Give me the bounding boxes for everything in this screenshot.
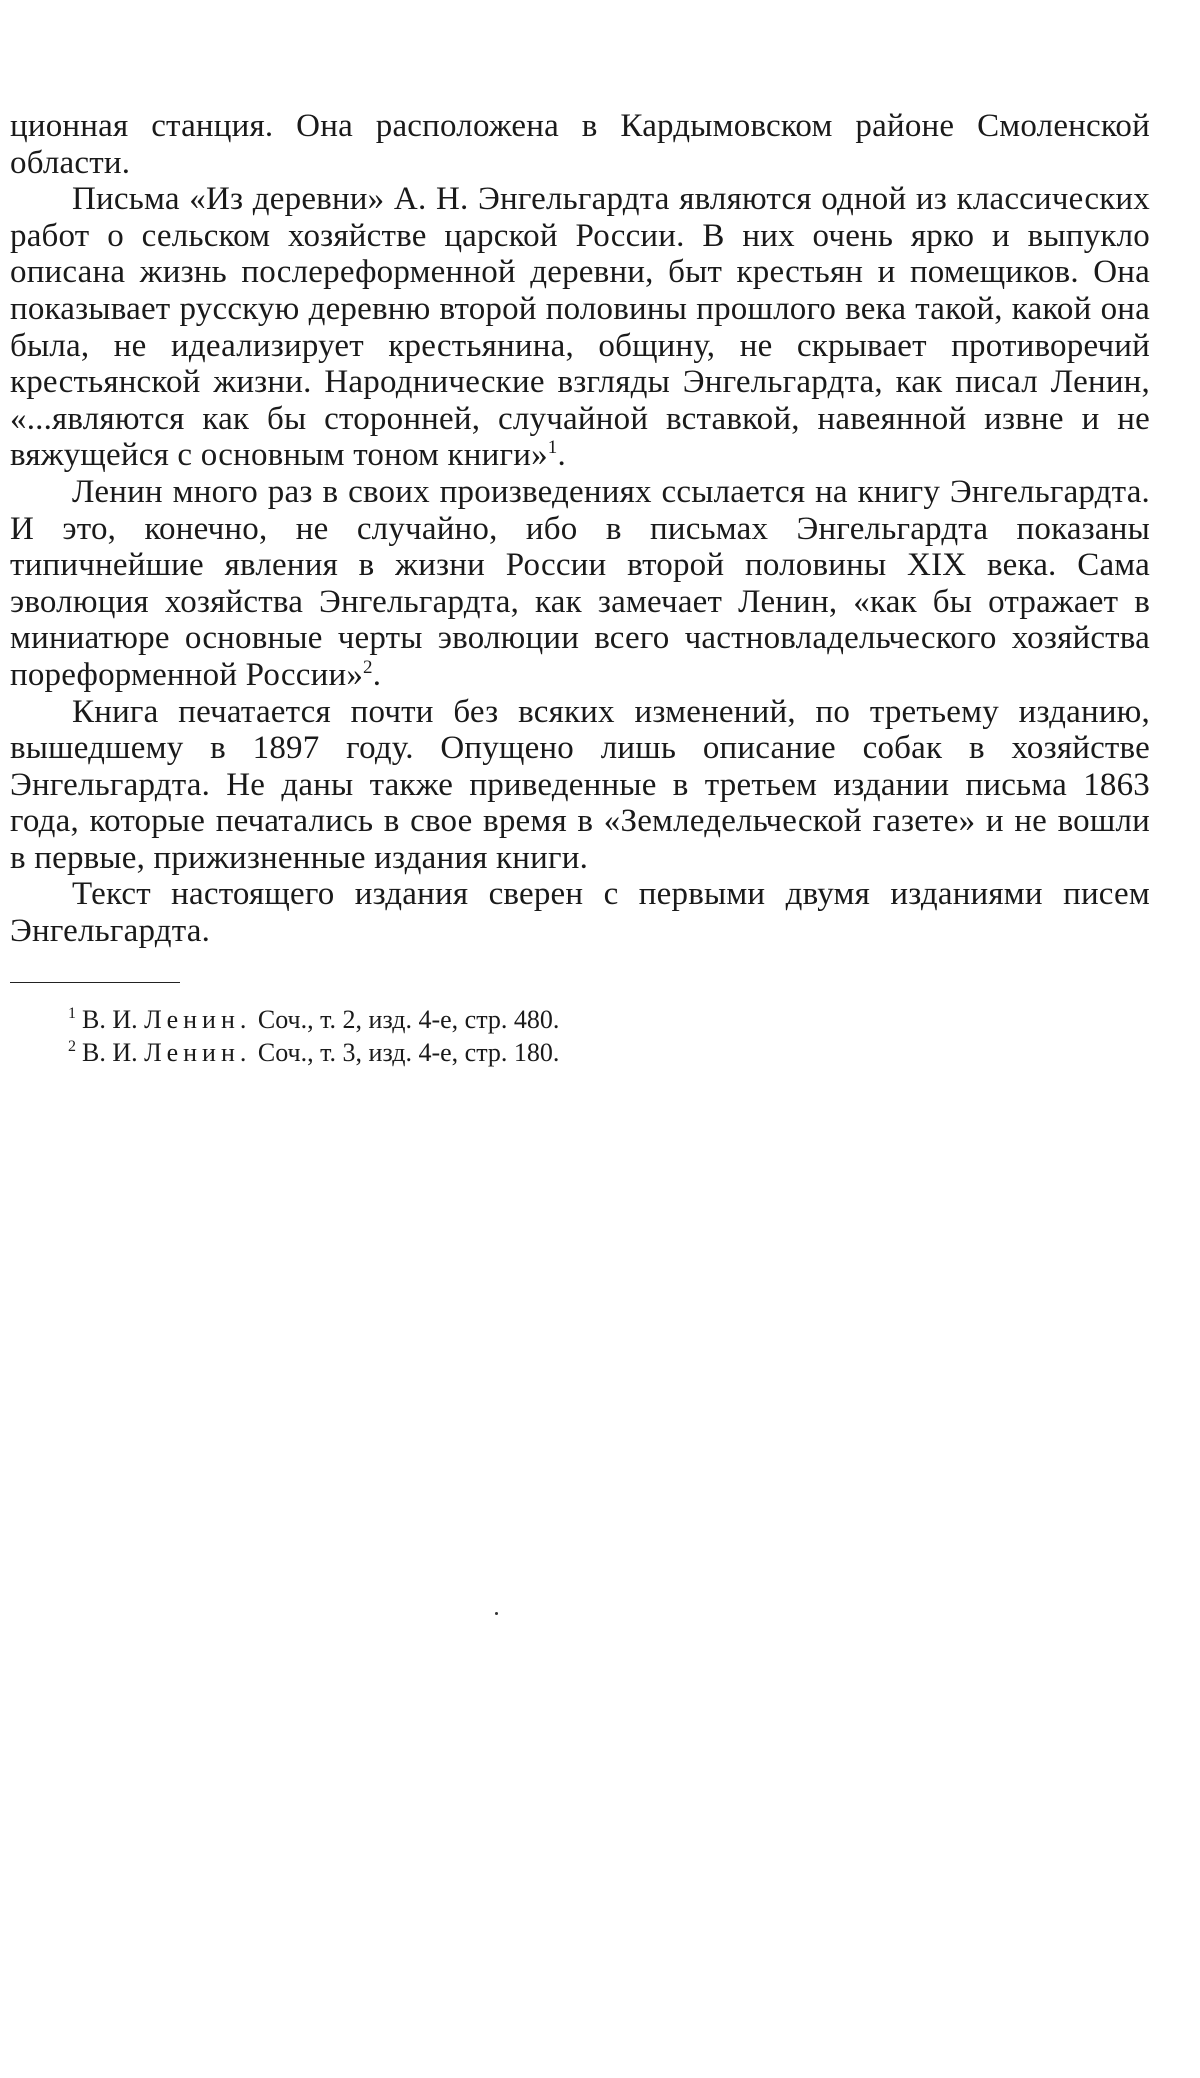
footnote-item xyxy=(68,1003,1150,1036)
footnote-citation: Соч., т. 3, изд. 4-е, стр. 180. xyxy=(251,1037,560,1067)
footnote-citation: Соч., т. 2, изд. 4-е, стр. 480. xyxy=(251,1004,560,1034)
paragraph-text: Ленин много раз в своих произведениях ссылается на книгу Энгельгардта. И это, конечно, не случайно, ибо в письмах Энгельгардта показаны типичнейшие явления в жизни России второй половины XIX века. Сама эволюция хозяйства Энгельгардта, как замечает Ленин, «как бы отражает в миниатюре основные черты эволюции всего частновладельческого хозяйства пореформенной России» xyxy=(10,473,1150,693)
paragraph-text: Книга печатается почти без всяких изменений, по третьему изданию, вышедшему в 1897 году. Опущено лишь описание собак в хозяйстве Энгельгардта. Не даны также приведенные в третьем издании письма 1863 года, которые печатались в свое время в «Земледельческой газете» и не вошли в первые, прижизненные издания книги. xyxy=(10,693,1150,876)
footnote-separator xyxy=(10,982,180,983)
paragraph-text-verification xyxy=(10,876,1150,949)
footnote-author-name: Ленин. xyxy=(144,1037,252,1067)
print-speck xyxy=(495,1612,498,1615)
paragraph-continuation xyxy=(10,108,1150,181)
paragraph-tail: . xyxy=(557,437,566,474)
footnote-reference[interactable]: 1 xyxy=(547,437,558,459)
footnote-item xyxy=(68,1036,1150,1069)
paragraph-text: ционная станция. Она расположена в Кардымовском районе Смоленской области. xyxy=(10,108,1150,181)
paragraph-edition-notes xyxy=(10,694,1150,877)
paragraph-lenin-references xyxy=(10,474,1150,694)
footnote-number: 1 xyxy=(68,1005,76,1022)
footnote-reference[interactable]: 2 xyxy=(363,656,373,678)
paragraph-text: Письма «Из деревни» А. Н. Энгельгардта являются одной из классических работ о сельском хозяйстве царской России. В них очень ярко и выпукло описана жизнь послереформенной деревни, быт крестьян и помещиков. Она показывает русскую деревню второй половины прошлого века такой, какой она была, не идеализирует крестьянина, общину, не скрывает противоречий крестьянской жизни. Народнические взгляды Энгельгардта, как писал Ленин, «...являются как бы сторонней, случайной вставкой, навеянной извне и не вяжущейся с основным тоном книги» xyxy=(10,181,1150,474)
paragraph-tail: . xyxy=(372,656,382,693)
footnote-number: 2 xyxy=(68,1038,76,1055)
paragraph-letters-from-village xyxy=(10,181,1150,474)
footnotes xyxy=(10,1003,1150,1069)
footnote-author-initials: В. И. xyxy=(82,1004,145,1034)
page-body xyxy=(10,108,1150,1069)
paragraph-text: Текст настоящего издания сверен с первыми двумя изданиями писем Энгельгардта. xyxy=(10,876,1150,950)
footnote-author-name: Ленин. xyxy=(144,1004,252,1034)
footnote-author-initials: В. И. xyxy=(82,1037,145,1067)
